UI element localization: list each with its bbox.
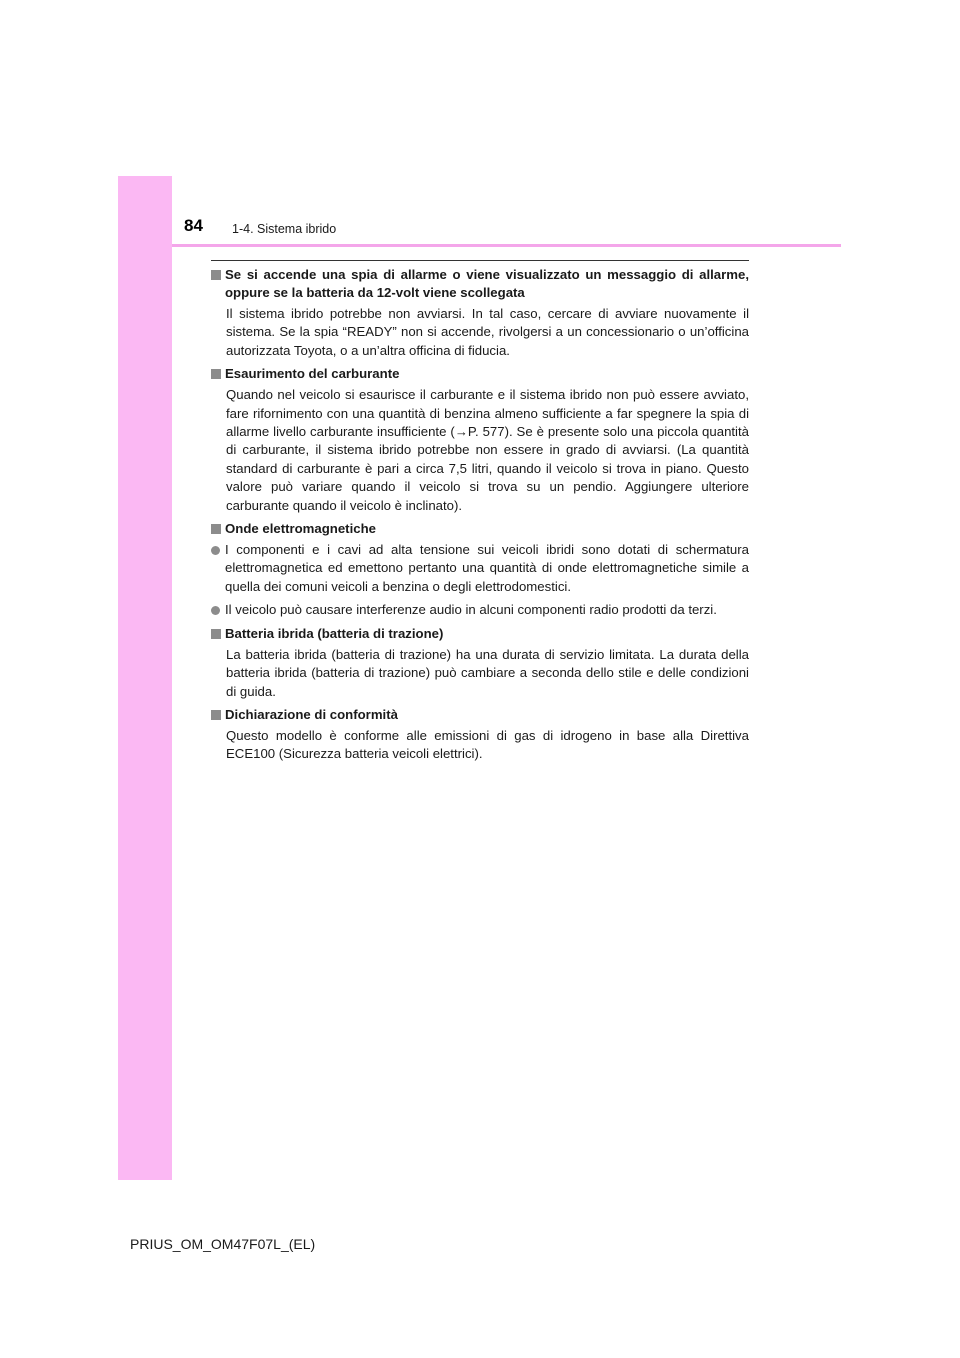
list-item xyxy=(211,601,749,619)
item-body: Quando nel veicolo si esaurisce il carburante e il sistema ibrido non può essere avviato, fare rifornimento con una quantità di benzina almeno sufficiente a far spegnere la spia di allarme livello carburante insufficiente (→P. 577). Se è presente solo una piccola quantità di carburante, il sistema ibrido potrebbe non essere in grado di avviarsi. (La quantità standard di carburante è pari a circa 7,5 litri, quando il veicolo si trova in piano. Questo valore può variare quando il veicolo si trova su un pendio. Aggiungere ulteriore carburante quando il veicolo è inclinato). xyxy=(226,387,749,513)
square-bullet-icon xyxy=(211,270,221,280)
square-bullet-icon xyxy=(211,369,221,379)
list-item xyxy=(211,541,749,596)
side-tab-band xyxy=(118,176,172,1180)
square-bullet-icon xyxy=(211,524,221,534)
item-body: Questo modello è conforme alle emissioni di gas di idrogeno in base alla Direttiva ECE100 (Sicurezza batteria veicoli elettrici). xyxy=(226,727,749,762)
item-title: Dichiarazione di conformità xyxy=(225,706,398,722)
bullet-text: Il veicolo può causare interferenze audio in alcuni componenti radio prodotti da terzi. xyxy=(225,602,717,618)
square-bullet-icon xyxy=(211,629,221,639)
item-fuel-exhaustion xyxy=(211,365,749,515)
item-body: Il sistema ibrido potrebbe non avviarsi. In tal caso, cercare di avviare nuovamente il sistema. Se la spia “READY” non si accende, rivolgersi a un concessionario o un’officina autorizzata Toyota, o a un’altra officina di fiducia. xyxy=(226,306,749,358)
item-title: Se si accende una spia di allarme o viene visualizzato un messaggio di allarme, oppure se la batteria da 12-volt viene scollegata xyxy=(225,267,749,300)
content-area xyxy=(211,266,749,769)
item-title: Esaurimento del carburante xyxy=(225,366,400,382)
item-title: Batteria ibrida (batteria di trazione) xyxy=(225,625,444,641)
item-electromagnetic-waves xyxy=(211,520,749,620)
circle-bullet-icon xyxy=(211,606,220,615)
header-rule xyxy=(172,244,841,247)
bullet-text: I componenti e i cavi ad alta tensione sui veicoli ibridi sono dotati di schermatura elettromagnetica ed emettono pertanto una quantità di onde elettromagnetiche simile a quella dei comuni veicoli a benzina o degli elettrodomestici. xyxy=(225,542,749,594)
item-warning-light xyxy=(211,266,749,360)
circle-bullet-icon xyxy=(211,546,220,555)
document-code: PRIUS_OM_OM47F07L_(EL) xyxy=(130,1236,316,1252)
item-hybrid-battery xyxy=(211,625,749,701)
item-conformity-declaration xyxy=(211,706,749,764)
item-body: La batteria ibrida (batteria di trazione) ha una durata di servizio limitata. La durata della batteria ibrida (batteria di trazione) può cambiare a seconda dello stile e delle condizioni di guida. xyxy=(226,646,749,699)
content-divider xyxy=(211,260,749,261)
square-bullet-icon xyxy=(211,710,221,720)
item-title: Onde elettromagnetiche xyxy=(225,521,376,537)
section-title: 1-4. Sistema ibrido xyxy=(232,222,337,236)
page-number: 84 xyxy=(184,216,203,235)
